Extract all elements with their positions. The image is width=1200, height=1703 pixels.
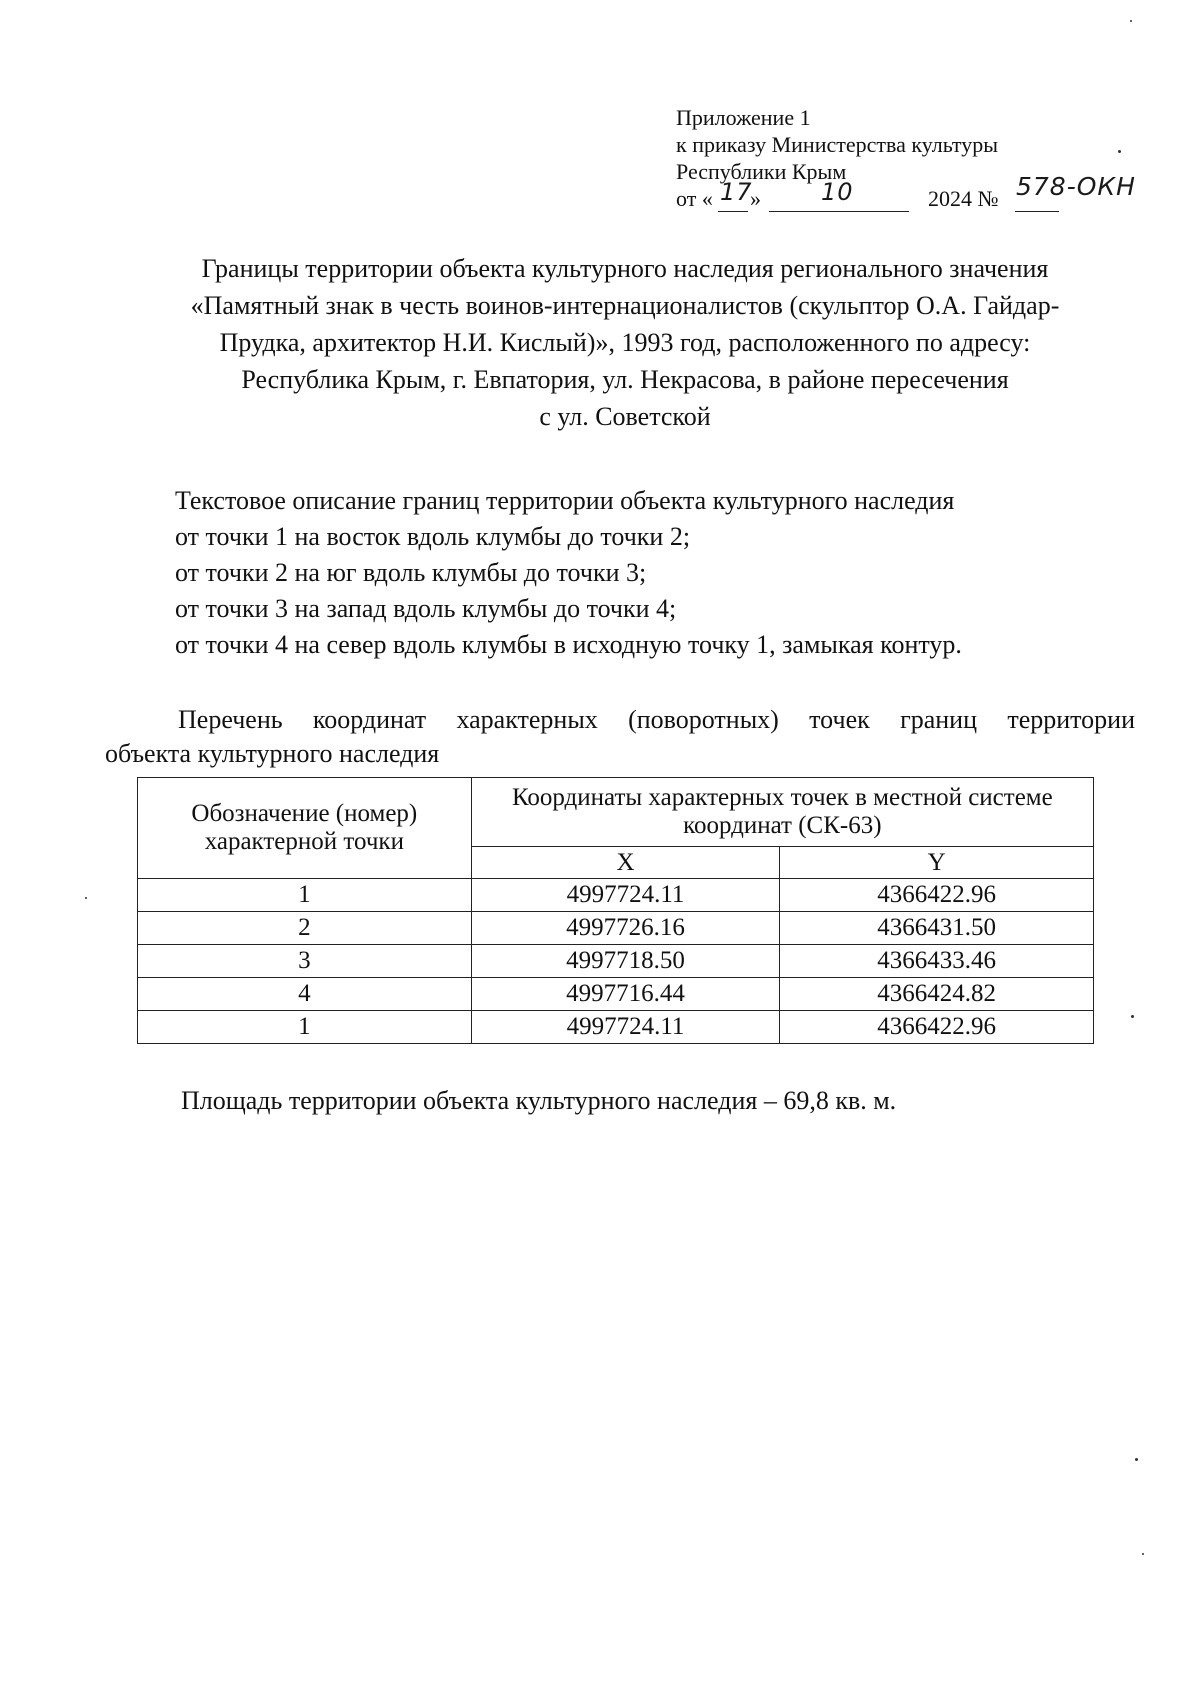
handwritten-month: 10 bbox=[821, 178, 854, 206]
intro-line: Перечень координат характерных (поворотных) точек границ территории bbox=[178, 705, 1135, 734]
x-cell: 4997724.11 bbox=[471, 879, 780, 912]
appendix-header bbox=[676, 104, 1136, 215]
handwritten-day: 17 bbox=[720, 178, 753, 206]
description-line: от точки 3 на запад вдоль клумбы до точки 4; bbox=[175, 594, 677, 623]
document-title bbox=[100, 250, 1150, 435]
x-cell: 4997718.50 bbox=[471, 945, 780, 978]
point-cell: 1 bbox=[138, 879, 472, 912]
title-line: Прудка, архитектор Н.И. Кислый)», 1993 год, расположенного по адресу: bbox=[219, 328, 1031, 357]
date-prefix: от « bbox=[676, 186, 713, 211]
coordinates-table bbox=[137, 777, 1094, 1044]
scan-speck bbox=[85, 897, 87, 899]
title-line: с ул. Советской bbox=[539, 402, 711, 431]
title-line: Границы территории объекта культурного наследия регионального значения bbox=[201, 254, 1049, 283]
x-cell: 4997716.44 bbox=[471, 978, 780, 1011]
scan-speck bbox=[1118, 150, 1121, 153]
year-and-number-label: 2024 № bbox=[928, 186, 999, 211]
y-cell: 4366424.82 bbox=[780, 978, 1094, 1011]
date-mid: » bbox=[750, 186, 761, 211]
x-cell: 4997724.11 bbox=[471, 1011, 780, 1044]
scan-speck bbox=[1142, 1553, 1144, 1555]
order-date-line bbox=[676, 172, 1136, 215]
intro-line: объекта культурного наследия bbox=[105, 739, 440, 768]
x-cell: 4997726.16 bbox=[471, 912, 780, 945]
appendix-number: Приложение 1 bbox=[676, 105, 811, 130]
handwritten-order-number: 578-ОКН bbox=[1016, 172, 1136, 201]
y-cell: 4366431.50 bbox=[780, 912, 1094, 945]
coordinates-header: Координаты характерных точек в местной системе координат (СК-63) bbox=[471, 778, 1093, 847]
table-row bbox=[138, 912, 1094, 945]
point-number-header: Обозначение (номер) характерной точки bbox=[138, 778, 472, 879]
point-cell: 3 bbox=[138, 945, 472, 978]
boundary-description bbox=[175, 483, 1135, 663]
description-heading: Текстовое описание границ территории объекта культурного наследия bbox=[175, 486, 955, 515]
scan-speck bbox=[1135, 1458, 1138, 1461]
title-line: Республика Крым, г. Евпатория, ул. Некрасова, в районе пересечения bbox=[241, 365, 1009, 394]
appendix-region: Республики Крым bbox=[676, 159, 847, 184]
y-cell: 4366433.46 bbox=[780, 945, 1094, 978]
description-line: от точки 2 на юг вдоль клумбы до точки 3; bbox=[175, 558, 647, 587]
table-row bbox=[138, 945, 1094, 978]
x-header: X bbox=[471, 847, 780, 879]
y-cell: 4366422.96 bbox=[780, 879, 1094, 912]
coordinates-intro bbox=[105, 703, 1135, 771]
y-cell: 4366422.96 bbox=[780, 1011, 1094, 1044]
point-cell: 4 bbox=[138, 978, 472, 1011]
table-row bbox=[138, 978, 1094, 1011]
y-header: Y bbox=[780, 847, 1094, 879]
area-statement: Площадь территории объекта культурного наследия – 69,8 кв. м. bbox=[181, 1086, 897, 1115]
scan-speck bbox=[1131, 1015, 1134, 1018]
description-line: от точки 4 на север вдоль клумбы в исходную точку 1, замыкая контур. bbox=[175, 630, 962, 659]
point-cell: 2 bbox=[138, 912, 472, 945]
scan-speck bbox=[1130, 20, 1132, 22]
table-row bbox=[138, 1011, 1094, 1044]
point-cell: 1 bbox=[138, 1011, 472, 1044]
table-row bbox=[138, 879, 1094, 912]
description-line: от точки 1 на восток вдоль клумбы до точки 2; bbox=[175, 522, 691, 551]
appendix-order-ref: к приказу Министерства культуры bbox=[676, 132, 999, 157]
title-line: «Памятный знак в честь воинов-интернационалистов (скульптор О.А. Гайдар- bbox=[190, 291, 1060, 320]
